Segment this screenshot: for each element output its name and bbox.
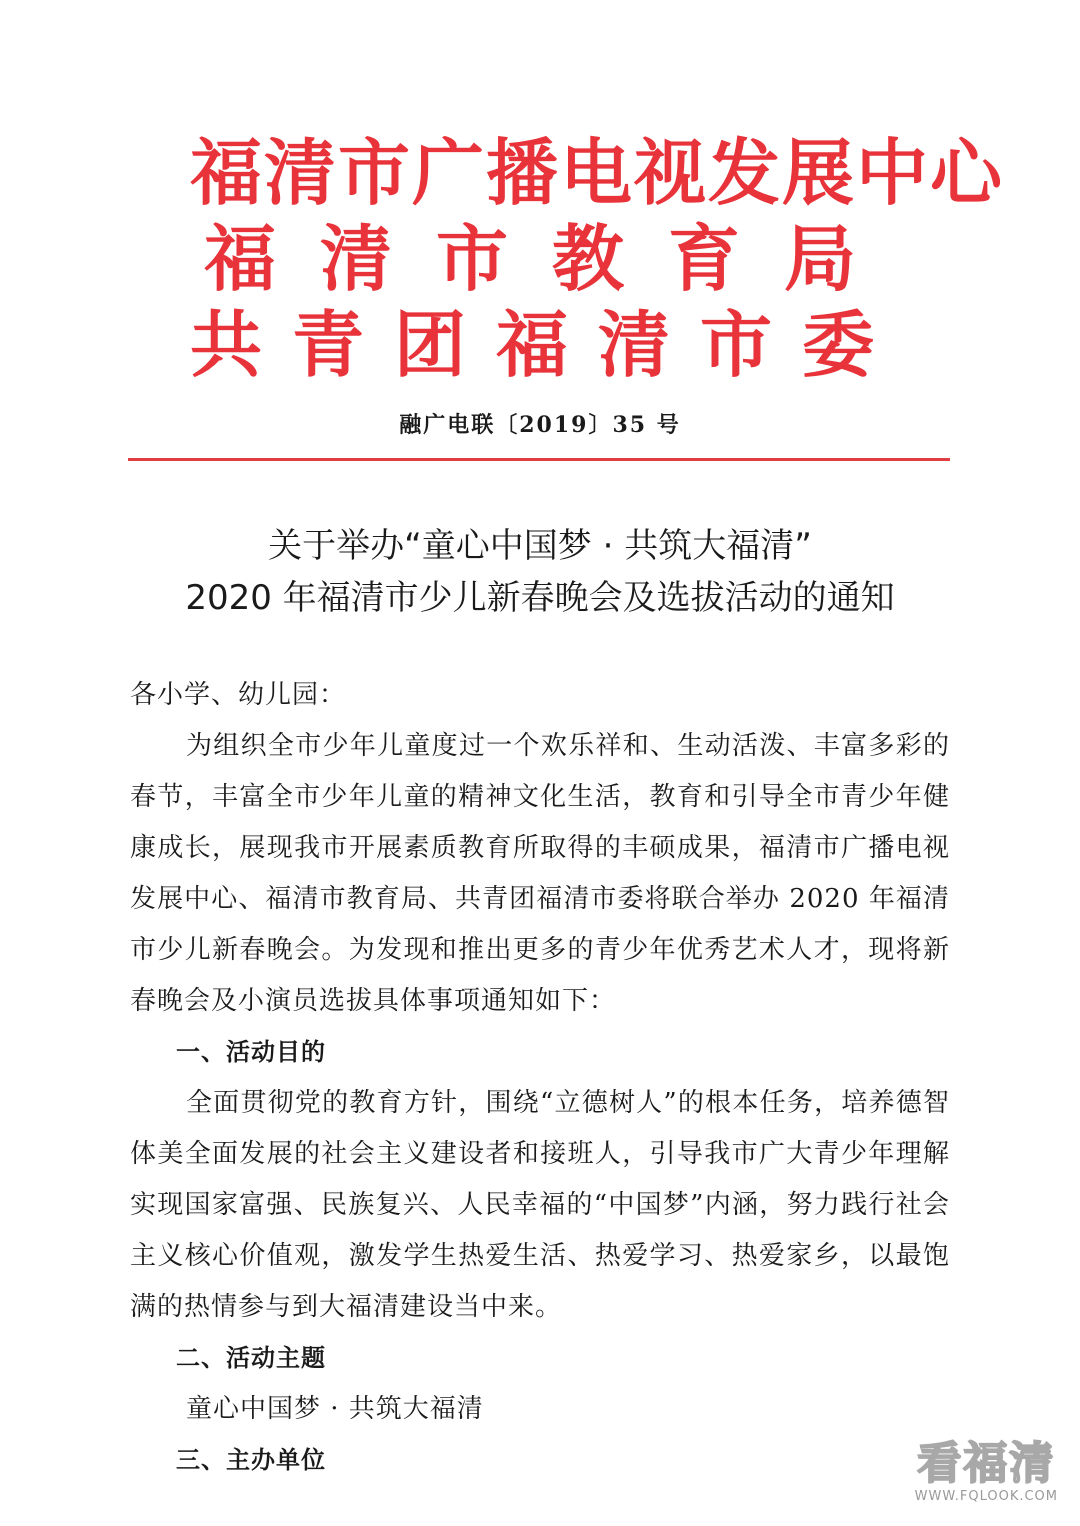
- section-paragraph: 童心中国梦 · 共筑大福清: [186, 1394, 484, 1424]
- salutation: 各小学、幼儿园：: [130, 680, 347, 710]
- notice-body: [130, 670, 950, 1486]
- section-paragraph: 全面贯彻党的教育方针，围绕“立德树人”的根本任务，培养德智体美全面发展的社会主义建设者和接班人，引导我市广大青少年理解实现国家富强、民族复兴、人民幸福的“中国梦”内涵，努力践行社会主义核心价值观，激发学生热爱生活、热爱学习、热爱家乡，以最饱满的热情参与到大福清建设当中来。: [130, 1088, 950, 1322]
- intro-paragraph: 为组织全市少年儿童度过一个欢乐祥和、生动活泼、丰富多彩的春节，丰富全市少年儿童的精神文化生活，教育和引导全市青少年健康成长，展现我市开展素质教育所取得的丰硕成果，福清市广播电视发展中心、福清市教育局、共青团福清市委将联合举办 2020 年福清市少儿新春晚会。为发现和推出更多的青少年优秀艺术人才，现将新春晚会及小演员选拔具体事项通知如下：: [130, 731, 950, 1016]
- watermark-url: WWW.FQLOOK.COM: [914, 1489, 1058, 1504]
- issuer-name: 共青团福清市委: [190, 303, 905, 387]
- notice-title: [0, 520, 1080, 624]
- issuer-name: 福清市广播电视发展中心: [190, 131, 1005, 215]
- issuer-block: [190, 130, 1005, 388]
- issuer-name: 福清市教育局: [204, 217, 901, 301]
- section-heading: 一、活动目的: [176, 1038, 326, 1066]
- title-line: 关于举办“童心中国梦 · 共筑大福清”: [268, 526, 812, 566]
- document-number: 融广电联〔2019〕35 号: [399, 412, 681, 438]
- red-divider-line: [128, 458, 950, 461]
- watermark-logo-text: 看福清: [917, 1438, 1056, 1489]
- site-watermark: [915, 1439, 1058, 1504]
- section-heading: 二、活动主题: [176, 1344, 326, 1372]
- title-line: 2020 年福清市少儿新春晚会及选拔活动的通知: [185, 578, 895, 618]
- section-heading: 三、主办单位: [176, 1446, 326, 1474]
